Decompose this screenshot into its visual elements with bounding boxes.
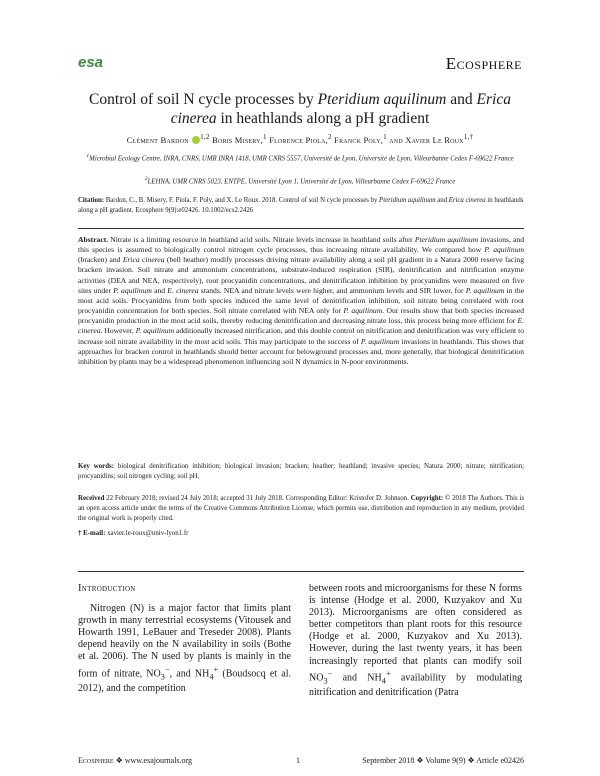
email-label: † E-mail:	[78, 530, 106, 537]
body-text: between roots and microorganisms for these N forms is intense (Hodge et al. 2000, Kuzyakov and Xu 2013). Microorganisms are often considered as better competitors than plant roots for this resource (Hodge et al. 2000, Kuzyakov and Xu 2013). However, during the last twenty years, it has been increasingly reported that plants can modify soil NO	[309, 583, 522, 683]
copyright-text: © 2018 The Authors. This is an open access article under the terms of the Creative Commons Attribution License, which permits use, distribution and reproduction in any medium, provided the original work is properly cited.	[78, 495, 524, 522]
citation-label: Citation:	[78, 197, 105, 204]
dagger-mark: †	[469, 133, 474, 141]
author: Clément Bardon	[126, 134, 189, 145]
received-copyright	[78, 494, 524, 524]
body-text: availability by modulating nitrification and denitrification (Patra	[309, 671, 522, 699]
abstract	[78, 235, 524, 367]
citation-species: Pteridium aquilinum	[379, 197, 436, 204]
keywords-label: Key words:	[78, 463, 115, 470]
section-heading: Introduction	[78, 583, 136, 594]
divider	[78, 571, 524, 572]
citation-species: Erica cinerea	[448, 197, 486, 204]
author: Boris Misery,	[212, 134, 263, 145]
abstract-species: P. aquilinum	[360, 336, 400, 346]
body-text: and NH	[332, 671, 382, 683]
abstract-species: P. aquilinum	[343, 306, 383, 316]
affiliation-1	[80, 152, 520, 163]
intro-paragraph	[78, 603, 291, 695]
superscript: +	[213, 664, 219, 674]
footer-issue: September 2018 ❖ Volume 9(9) ❖ Article e02426	[362, 756, 524, 765]
superscript: +	[385, 668, 391, 678]
author-sup: 1,†	[463, 133, 474, 141]
contact-email	[78, 530, 188, 537]
abstract-text: Nitrate is a limiting resource in heathland acid soils. Nitrate levels increase in heathland soils after	[108, 235, 415, 244]
title-species: Erica cinerea	[170, 91, 511, 127]
esa-logo: esa	[78, 54, 104, 71]
keywords	[78, 462, 524, 482]
subscript: 4	[209, 671, 214, 681]
abstract-text: stands. NEA and nitrate levels were higher, and ammonium levels and SIR lower, for	[198, 285, 466, 295]
author-list	[80, 133, 520, 145]
subscript: 3	[160, 671, 165, 681]
subscript: 3	[323, 675, 328, 685]
body-text: Nitrogen (N) is a major factor that limits plant growth in many terrestrial ecosystems (Vitousek and Howarth 1991, LeBauer and Treseder 2008). Plants depend heavily on the N availability in soils (Bothe et al. 2006). The N used by plants is mainly in the form of nitrate, NO	[78, 603, 291, 679]
received-label: Received	[78, 495, 105, 502]
citation-text: and	[435, 197, 449, 204]
abstract-text: (bell heather) modify processes driving nitrate availability along a soil pH gradient in a Natura 2000 reserve facing bracken invasion. Soil nitrate and ammonium concentrations, substrate-induced respiration (SIR), denitrification and nitrification enzyme activities (DEA and NEA, respectively), root procyanidin concentrations, and denitrification inhibition by procyanidins were measured on five sites under	[78, 255, 524, 295]
abstract-text: (bracken) and	[78, 255, 123, 265]
author-sup: 2	[327, 133, 332, 141]
subscript: 4	[381, 675, 386, 685]
intro-right-column	[309, 583, 522, 699]
received-text: 22 February 2018; revised 24 July 2018; accepted 31 July 2018. Corresponding Editor: Kristofer D. Johnson.	[104, 495, 409, 502]
abstract-text: and	[151, 285, 168, 295]
abstract-text: additionally increased nitrification, and this double control on nitrification and denitrification was very efficient to increase soil nitrate availability in the most acid soils. This may participate to the success of	[78, 326, 524, 346]
affiliation-sup: 1	[86, 153, 90, 159]
orcid-icon[interactable]	[192, 136, 200, 144]
paper-title	[80, 90, 520, 128]
abstract-text: invasions, and this species is assumed to biologically control nitrogen cycle processes, thus increasing nitrate availability. We compared how	[78, 235, 524, 255]
affiliation-text: Microbial Ecology Centre, INRA, CNRS, UMR INRA 1418, UMR CNRS 5557, Université de Lyon, Université de Lyon, Villeurbanne Cedex F-69622 France	[89, 155, 514, 163]
abstract-text: . Our results show that both species increased procyanidin production in the most acid soils, thereby reducing denitrification and decreasing nitrate loss, this process being more efficient for	[78, 306, 524, 326]
author: and Xavier Le Roux	[389, 134, 464, 145]
abstract-species: E. cinerea	[167, 285, 199, 295]
body-text: (Boudsocq et al. 2012), and the competition	[78, 667, 291, 694]
title-species: Pteridium aquilinum	[317, 91, 447, 108]
divider	[78, 228, 524, 229]
title-text: and	[446, 91, 477, 108]
keywords-text: biological denitrification inhibition; biological invasion; bracken; heather; heathland; invasive species; Natura 2000; nitrate; nitrification; procyanidins; soil nitrogen cycling; soil pH.	[78, 463, 524, 480]
author: Franck Poly,	[334, 134, 384, 145]
affiliation-sup: 2	[144, 176, 148, 182]
abstract-text: in the most acid soils. Procyanidins from both species induced the same level of denitrification inhibition, soil nitrate being correlated with root procyanidin concentration for both species. Soil nitrate correlated with NEA only for	[78, 285, 524, 316]
affiliation-text: LEHNA, UMR CNRS 5023, ENTPE, Université Lyon 1, Université de Lyon, Villeurbanne Cedex F-69622 France	[147, 178, 456, 186]
email-link[interactable]: xavier.le-roux@univ-lyon1.fr	[105, 530, 189, 537]
intro-left-column	[78, 583, 291, 695]
citation	[78, 196, 524, 215]
abstract-species: P. aquilinum	[135, 326, 175, 336]
body-text: , and NH	[169, 667, 210, 679]
title-text: in heathlands along a pH gradient	[216, 110, 430, 127]
abstract-label: Abstract.	[78, 235, 109, 244]
abstract-species: P. aquilinum	[484, 245, 524, 255]
footer-site-link[interactable]: ❖ www.esajournals.org	[113, 756, 193, 765]
journal-name: Ecosphere	[445, 54, 522, 73]
author: Florence Piola,	[269, 134, 328, 145]
superscript: −	[327, 668, 333, 678]
abstract-text: invasions in heathlands. This shows that approaches for bracken control in heathlands should better account for belowground processes and, more generally, that biological denitrification inhibition by plants may be a widespread phenomenon influencing soil N dynamics in N-poor environments.	[78, 336, 524, 366]
footer-journal-name: Ecosphere	[78, 756, 114, 765]
abstract-species: Erica cinerea	[122, 255, 165, 265]
citation-text: Bardon, C., B. Misery, F. Piola, F. Poly, and X. Le Roux. 2018. Control of soil N cycle processes by	[104, 197, 380, 204]
author-sup: 1	[262, 133, 267, 141]
abstract-species: P. aquilinum	[113, 285, 152, 295]
abstract-species: P. aquilinum	[465, 285, 505, 295]
footer-journal	[78, 756, 192, 765]
superscript: −	[164, 664, 170, 674]
author-sup: 1,2	[200, 133, 210, 141]
abstract-species: Pteridium aquilinum	[414, 235, 479, 244]
copyright-label: Copyright:	[410, 495, 444, 502]
intro-paragraph-continued	[309, 583, 522, 699]
abstract-text: . However,	[100, 326, 136, 336]
title-text: Control of soil N cycle processes by	[89, 91, 318, 108]
author-sup: 1	[383, 133, 387, 141]
affiliation-2	[80, 175, 520, 186]
page-number: 1	[296, 756, 300, 765]
abstract-species: E. cinerea	[78, 316, 524, 336]
citation-text: in heathlands along a pH gradient. Ecosphere 9(9):e02426. 10.1002/ecs2.2426	[78, 197, 524, 214]
